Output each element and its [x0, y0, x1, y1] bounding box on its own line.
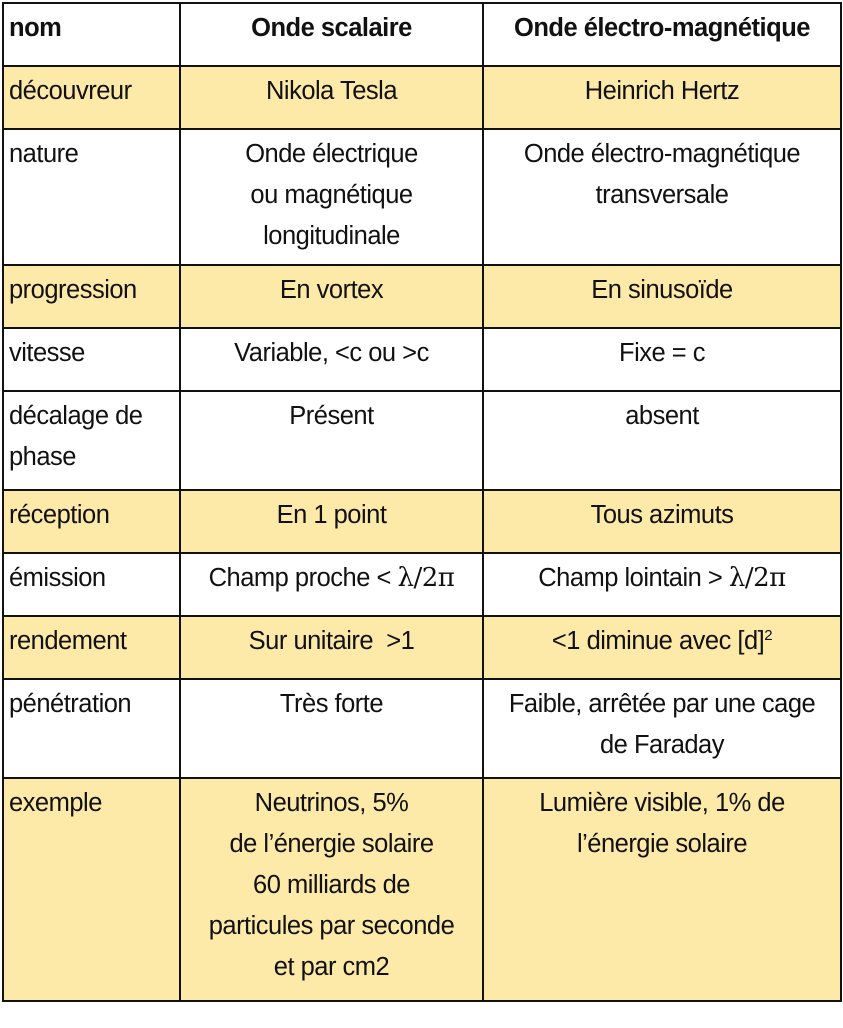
- cell-text: En vortex: [279, 276, 384, 304]
- scalar-cell: [180, 265, 483, 328]
- row-penetration: [3, 679, 841, 778]
- cell-text: absent: [625, 402, 699, 430]
- cell-text: vitesse: [9, 339, 85, 367]
- cell-text: Faible, arrêtée par une cage: [508, 690, 816, 718]
- row-vitesse: [3, 328, 841, 391]
- header-row: [3, 3, 841, 66]
- scalar-cell: [180, 391, 483, 490]
- cell-text: En 1 point: [276, 501, 387, 529]
- cell-text: ou magnétique: [250, 181, 413, 209]
- cell-text: Lumière visible, 1% de: [539, 789, 785, 817]
- cell-text: progression: [9, 276, 137, 304]
- scalar-cell: [180, 328, 483, 391]
- em-cell: [483, 490, 841, 553]
- header-nom: nom: [3, 3, 180, 66]
- row-emission: [3, 553, 841, 616]
- cell-text: réception: [9, 501, 110, 529]
- cell-prefix: <1 diminue avec [d]: [551, 627, 765, 655]
- cell-text: émission: [9, 564, 106, 592]
- row-label: [3, 679, 180, 778]
- cell-text: Onde électro-magnétique: [523, 140, 801, 168]
- lambda-formula: λ/2π: [728, 563, 786, 593]
- superscript-square: 2: [764, 627, 773, 644]
- cell-text: et par cm2: [273, 953, 390, 981]
- scalar-cell: [180, 616, 483, 679]
- cell-text: En sinusoïde: [591, 276, 733, 304]
- row-label: [3, 265, 180, 328]
- em-cell: [483, 328, 841, 391]
- em-cell: [483, 778, 841, 1001]
- cell-text: Nikola Tesla: [265, 77, 397, 105]
- cell-text: découvreur: [9, 77, 132, 105]
- cell-text: Très forte: [279, 690, 384, 718]
- cell-text: [186, 558, 477, 599]
- cell-text: 60 milliards de: [253, 871, 410, 899]
- row-label: [3, 66, 180, 129]
- cell-text: longitudinale: [263, 222, 400, 250]
- cell-text: rendement: [9, 627, 127, 655]
- cell-text: de Faraday: [600, 731, 724, 759]
- cell-text: Variable, <c ou >c: [234, 339, 429, 367]
- row-label: [3, 391, 180, 490]
- comparison-table: [2, 2, 842, 1002]
- cell-prefix: Champ lointain >: [538, 564, 729, 592]
- cell-text: pénétration: [9, 690, 132, 718]
- cell-text: [489, 558, 835, 599]
- em-cell: [483, 391, 841, 490]
- row-reception: [3, 490, 841, 553]
- cell-text: phase: [9, 443, 76, 471]
- cell-text: Tous azimuts: [590, 501, 734, 529]
- row-progression: [3, 265, 841, 328]
- header-onde-electromagnetique: Onde électro-magnétique: [483, 3, 841, 66]
- row-decalage-de-phase: [3, 391, 841, 490]
- em-cell: [483, 679, 841, 778]
- header-onde-scalaire: Onde scalaire: [180, 3, 483, 66]
- row-label: [3, 490, 180, 553]
- cell-prefix: Champ proche <: [208, 564, 398, 592]
- cell-text: particules par seconde: [208, 912, 455, 940]
- scalar-cell: [180, 553, 483, 616]
- cell-text: [489, 621, 835, 662]
- em-cell: [483, 129, 841, 265]
- row-label: [3, 553, 180, 616]
- cell-text: Sur unitaire >1: [248, 627, 415, 655]
- lambda-formula: λ/2π: [397, 563, 455, 593]
- cell-text: Heinrich Hertz: [584, 77, 740, 105]
- cell-text: exemple: [9, 789, 102, 817]
- scalar-cell: [180, 129, 483, 265]
- scalar-cell: [180, 66, 483, 129]
- em-cell: [483, 616, 841, 679]
- row-rendement: [3, 616, 841, 679]
- scalar-cell: [180, 679, 483, 778]
- em-cell: [483, 66, 841, 129]
- cell-text: Fixe = c: [619, 339, 705, 367]
- cell-text: nature: [9, 140, 79, 168]
- row-label: [3, 616, 180, 679]
- row-exemple: [3, 778, 841, 1001]
- row-label: [3, 328, 180, 391]
- row-nature: [3, 129, 841, 265]
- cell-text: décalage de: [9, 402, 143, 430]
- cell-text: de l’énergie solaire: [229, 830, 434, 858]
- cell-text: Présent: [289, 402, 374, 430]
- scalar-cell: [180, 490, 483, 553]
- row-label: [3, 778, 180, 1001]
- em-cell: [483, 265, 841, 328]
- cell-text: l’énergie solaire: [576, 830, 748, 858]
- cell-text: transversale: [595, 181, 729, 209]
- cell-text: Neutrinos, 5%: [254, 789, 409, 817]
- row-decouvreur: [3, 66, 841, 129]
- cell-text: Onde électrique: [245, 140, 418, 168]
- row-label: [3, 129, 180, 265]
- em-cell: [483, 553, 841, 616]
- scalar-cell: [180, 778, 483, 1001]
